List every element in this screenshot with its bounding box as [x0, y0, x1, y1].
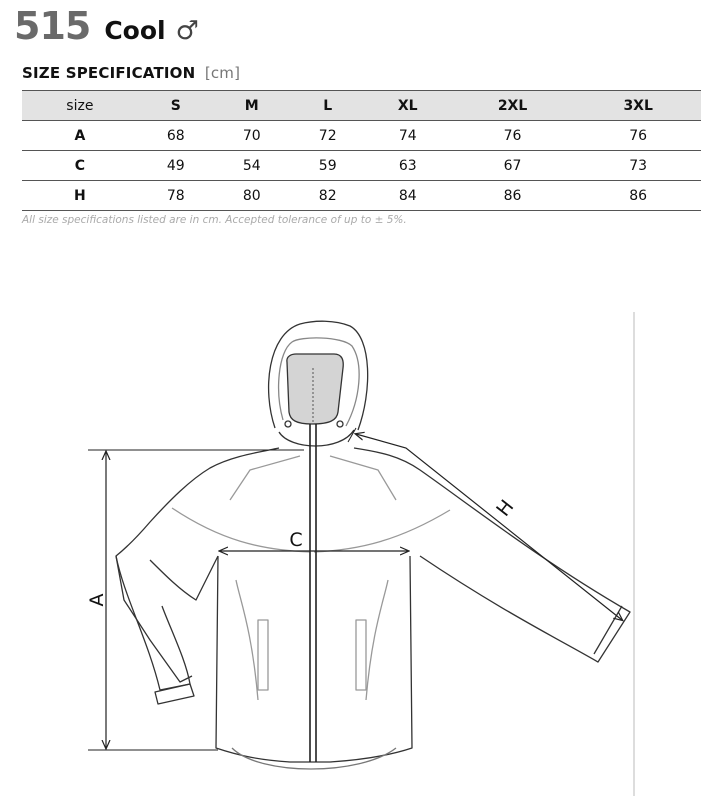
- tolerance-note: All size specifications listed are in cm. Accepted tolerance of up to ± 5%.: [22, 214, 407, 226]
- pocket-right: [366, 580, 388, 700]
- row-label: C: [22, 151, 138, 181]
- table-cell: 54: [214, 151, 290, 181]
- torso-left: [216, 556, 310, 762]
- drawcord-toggle: [337, 421, 343, 427]
- left-sleeve-outer: [116, 448, 279, 682]
- table-cell: 76: [450, 121, 576, 151]
- column-header: size: [22, 91, 138, 121]
- table-cell: 86: [450, 181, 576, 211]
- pocket-left: [236, 580, 258, 700]
- hood-opening: [287, 354, 343, 424]
- table-cell: 86: [575, 181, 701, 211]
- male-gender-icon: ♂: [175, 16, 199, 46]
- table-cell: 72: [290, 121, 366, 151]
- pocket-zip-right: [356, 620, 366, 690]
- drawcord-toggle: [285, 421, 291, 427]
- table-cell: 80: [214, 181, 290, 211]
- row-label: H: [22, 181, 138, 211]
- left-armpit: [150, 556, 218, 600]
- column-header: L: [290, 91, 366, 121]
- table-cell: 76: [575, 121, 701, 151]
- table-cell: 82: [290, 181, 366, 211]
- table-cell: 84: [366, 181, 450, 211]
- table-cell: 74: [366, 121, 450, 151]
- yoke-seam-left: [230, 456, 300, 500]
- right-sleeve: [354, 448, 630, 662]
- row-label: A: [22, 121, 138, 151]
- pocket-zip-left: [258, 620, 268, 690]
- dimension-h-label: H: [492, 495, 519, 521]
- dimension-c: [220, 529, 408, 551]
- table-cell: 68: [138, 121, 214, 151]
- dimension-a-label: A: [86, 593, 108, 607]
- table-cell: 49: [138, 151, 214, 181]
- model-number: 515: [14, 4, 91, 48]
- column-header: XL: [366, 91, 450, 121]
- spec-unit: [cm]: [204, 64, 241, 82]
- spec-title-text: SIZE SPECIFICATION: [22, 64, 196, 82]
- dimension-h-arrow: [356, 434, 622, 620]
- table-cell: 78: [138, 181, 214, 211]
- table-cell: 67: [450, 151, 576, 181]
- table-cell: 63: [366, 151, 450, 181]
- yoke-seam-right: [330, 456, 396, 500]
- left-sleeve-inner: [116, 556, 190, 690]
- chest-seam-right: [314, 510, 450, 552]
- dimension-c-label: C: [289, 529, 303, 551]
- torso-right: [310, 556, 412, 762]
- column-header: 2XL: [450, 91, 576, 121]
- product-name: Cool: [104, 16, 166, 45]
- table-cell: 59: [290, 151, 366, 181]
- left-cuff: [155, 684, 194, 704]
- jacket-outline: [116, 321, 630, 769]
- column-header: M: [214, 91, 290, 121]
- table-cell: 73: [575, 151, 701, 181]
- table-cell: 70: [214, 121, 290, 151]
- column-header: 3XL: [575, 91, 701, 121]
- column-header: S: [138, 91, 214, 121]
- dimension-h: [348, 428, 622, 620]
